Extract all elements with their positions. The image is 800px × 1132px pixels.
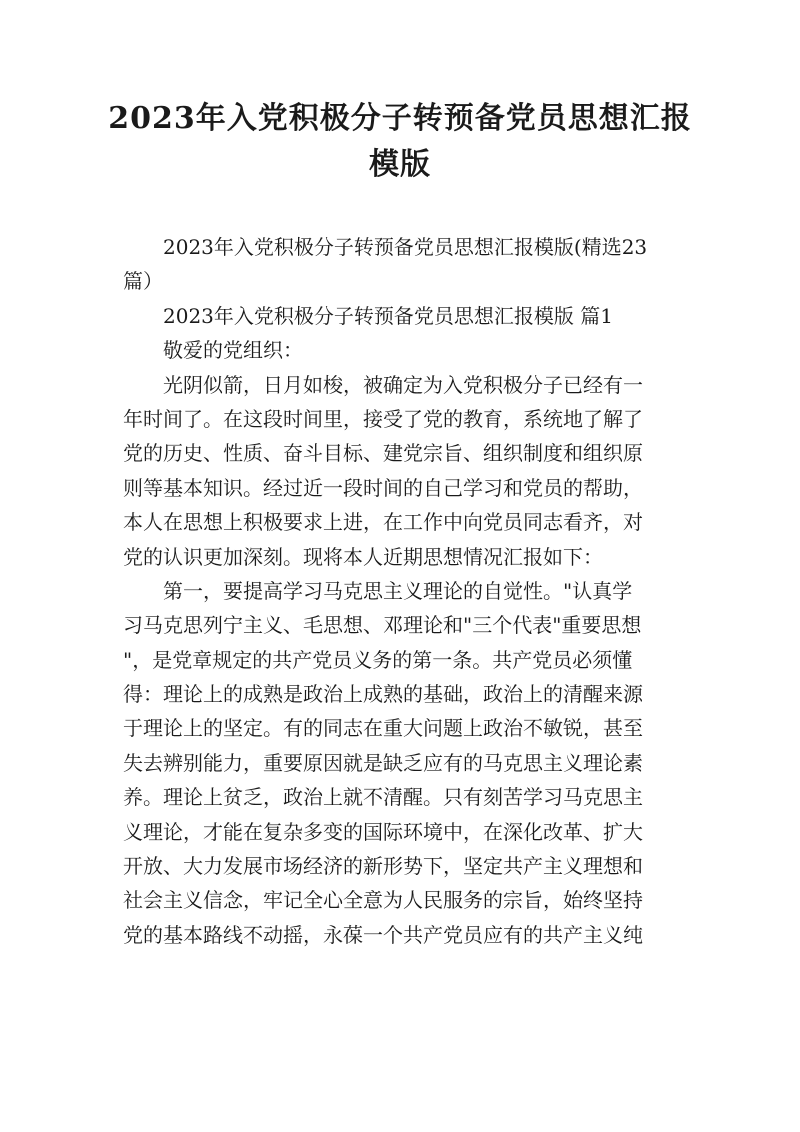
- section-heading: 2023年入党积极分子转预备党员思想汇报模版 篇1: [163, 303, 613, 328]
- intro-line-1: 2023年入党积极分子转预备党员思想汇报模版(精选23: [163, 235, 648, 259]
- paragraph-1-line: 本人在思想上积极要求上进，在工作中向党员同志看齐，对: [123, 510, 643, 535]
- title-line-1: 2023年入党积极分子转预备党员思想汇报: [108, 101, 692, 136]
- paragraph-2-line: 义理论，才能在复杂多变的国际环境中，在深化改革、扩大: [123, 819, 643, 844]
- paragraph-1-line: 则等基本知识。经过近一段时间的自己学习和党员的帮助，: [123, 475, 643, 500]
- paragraph-2-line: 开放、大力发展市场经济的新形势下，坚定共产主义理想和: [123, 854, 643, 879]
- paragraph-2-line: "，是党章规定的共产党员义务的第一条。共产党员必须懂: [123, 647, 633, 672]
- paragraph-1-line: 党的历史、性质、奋斗目标、建党宗旨、组织制度和组织原: [123, 441, 643, 466]
- paragraph-1-line: 党的认识更加深刻。现将本人近期思想情况汇报如下：: [123, 544, 603, 569]
- paragraph-2-line: 失去辨别能力，重要原因就是缺乏应有的马克思主义理论素: [123, 750, 643, 775]
- paragraph-2-line: 习马克思列宁主义、毛思想、邓理论和"三个代表"重要思想: [123, 613, 642, 638]
- document-body: [123, 230, 683, 952]
- title-line-2: 模版: [369, 147, 431, 182]
- paragraph-2-line: 于理论上的坚定。有的同志在重大问题上政治不敏锐，甚至: [123, 716, 643, 741]
- paragraph-1: [123, 368, 683, 574]
- intro-paragraph: [123, 230, 683, 299]
- paragraph-1-line: 光阴似箭，日月如梭，被确定为入党积极分子已经有一: [163, 372, 643, 397]
- paragraph-2: [123, 574, 683, 952]
- paragraph-2-line: 得：理论上的成熟是政治上成熟的基础，政治上的清醒来源: [123, 682, 643, 707]
- document-title: [100, 96, 700, 188]
- paragraph-2-line: 党的基本路线不动摇，永葆一个共产党员应有的共产主义纯: [123, 922, 643, 947]
- paragraph-2-line: 养。理论上贫乏，政治上就不清醒。只有刻苦学习马克思主: [123, 785, 643, 810]
- paragraph-2-line: 第一，要提高学习马克思主义理论的自觉性。"认真学: [163, 578, 633, 603]
- paragraph-2-line: 社会主义信念，牢记全心全意为人民服务的宗旨，始终坚持: [123, 888, 643, 913]
- intro-line-2: 篇）: [123, 269, 163, 294]
- paragraph-1-line: 年时间了。在这段时间里，接受了党的教育，系统地了解了: [123, 406, 643, 431]
- salutation: 敬爱的党组织：: [163, 338, 303, 363]
